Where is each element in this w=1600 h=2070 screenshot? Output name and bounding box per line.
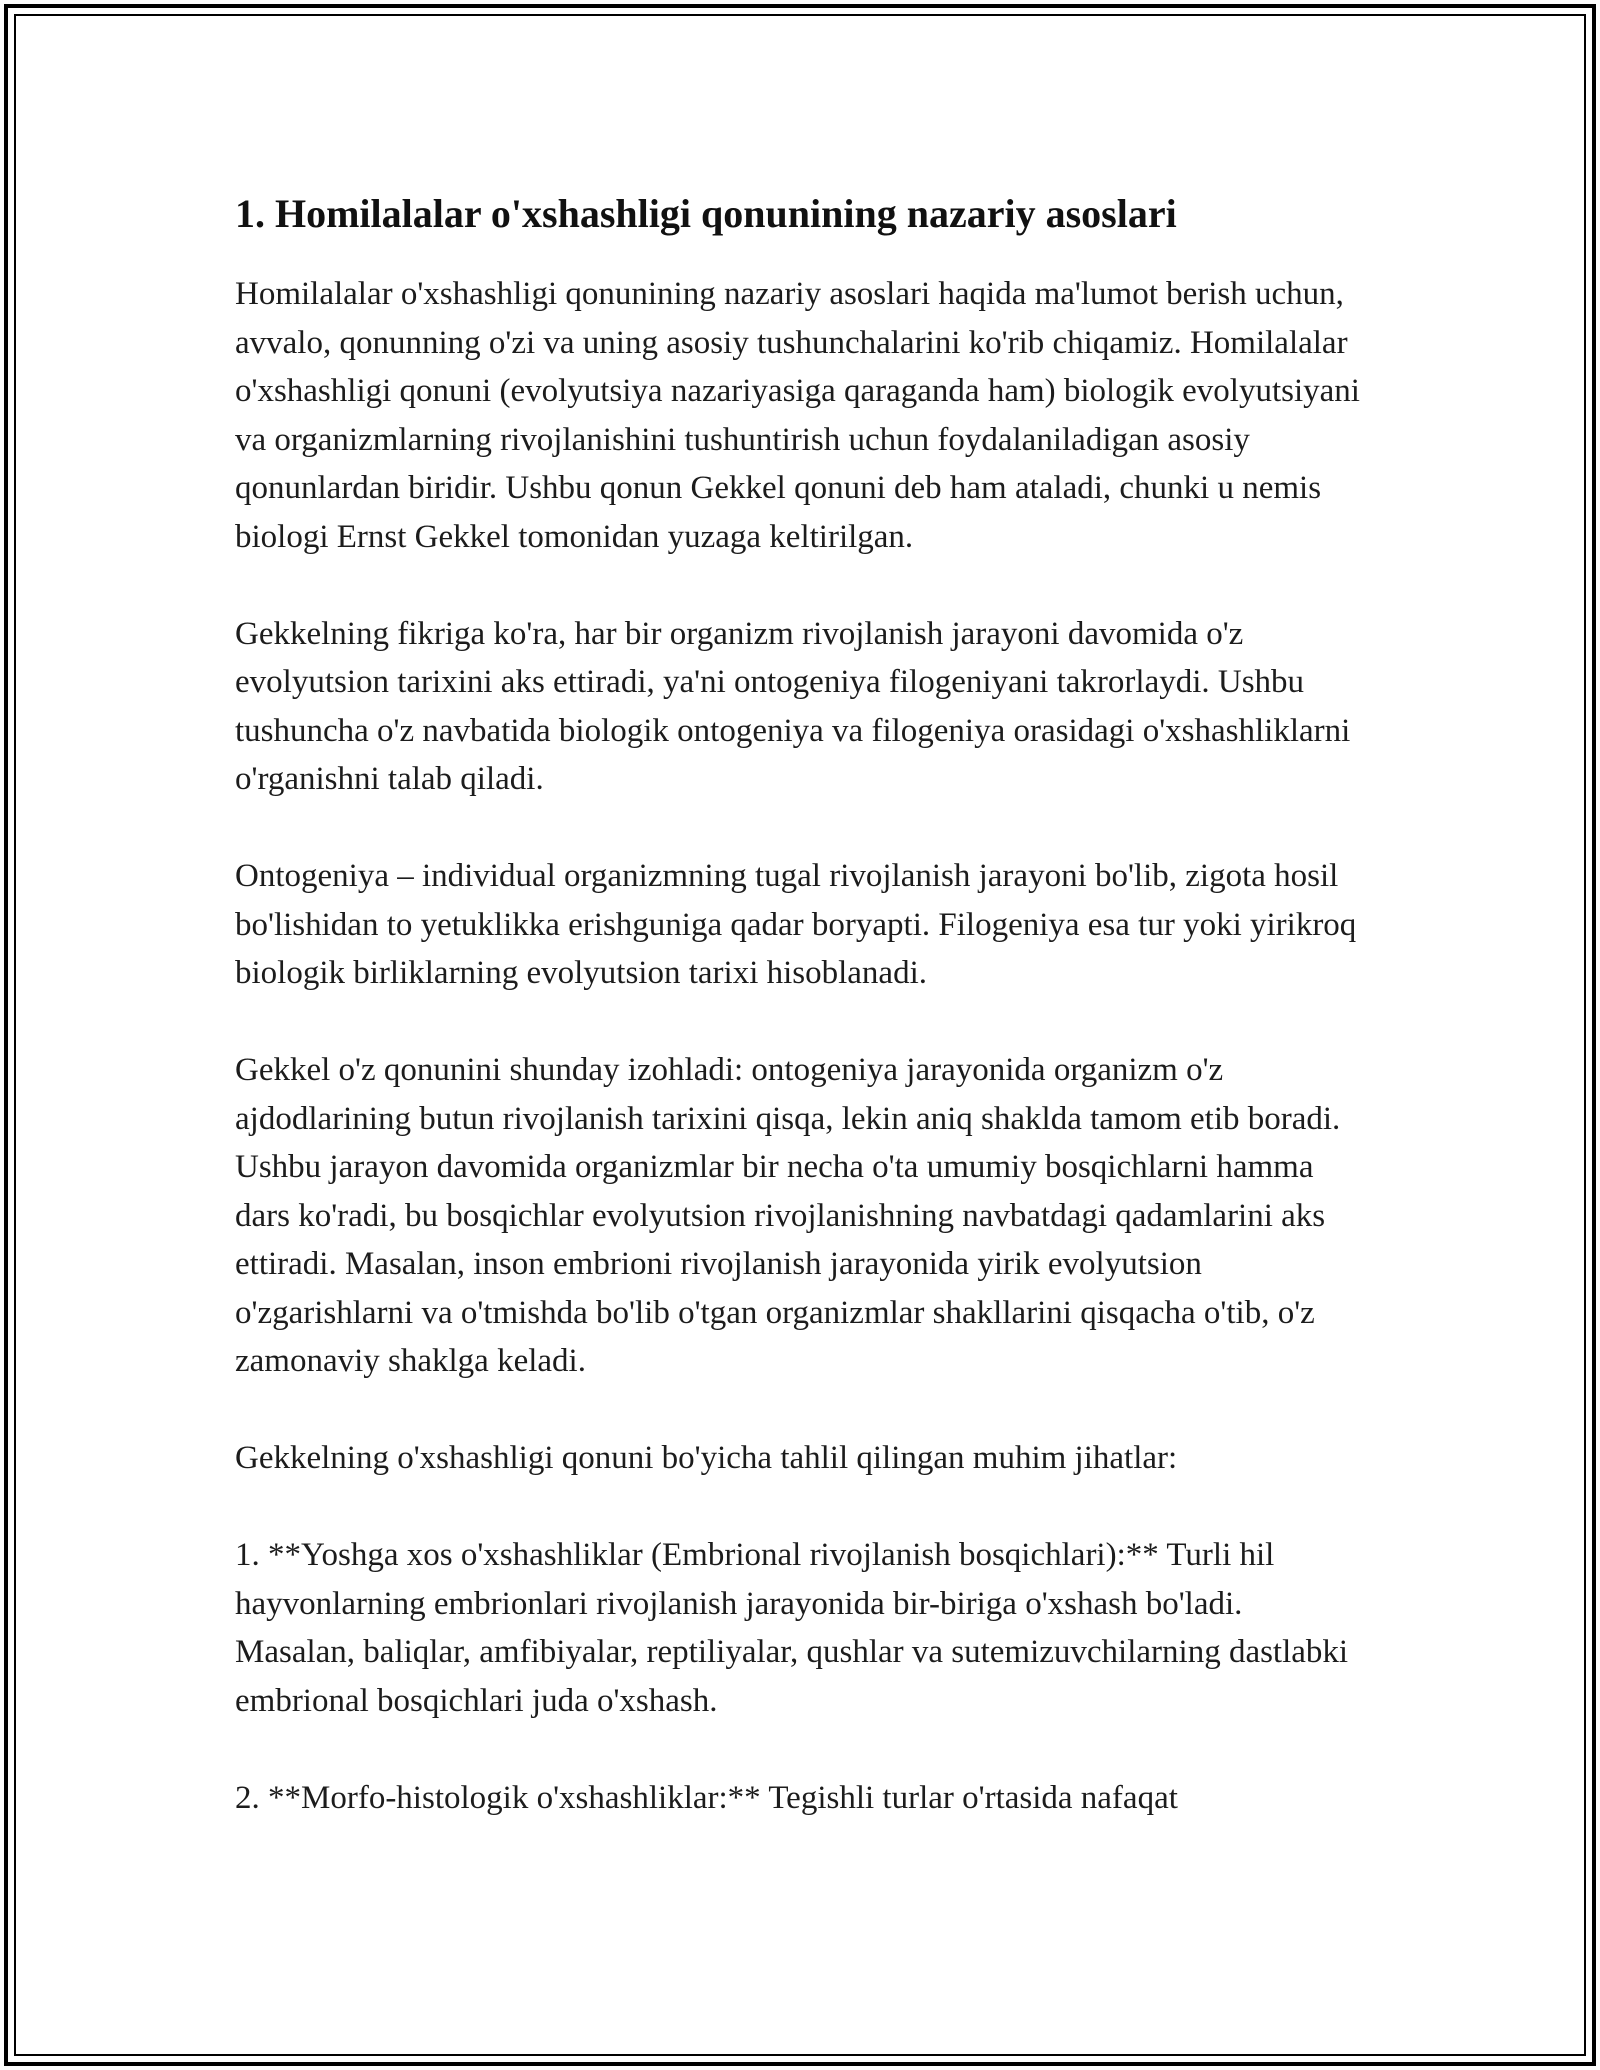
paragraph-spacer [235,1725,1365,1774]
list-item-2: 2. **Morfo-histologik o'xshashliklar:** Tegishli turlar o'rtasida nafaqat [235,1779,1178,1816]
document-body [235,184,1365,1822]
paragraph-ontogeny-definition: Ontogeniya – individual organizmning tugal rivojlanish jarayoni bo'lib, zigota hosil bo'lishidan to yetuklikka erishguniga qadar boryapti. Filogeniya esa tur yoki yirikroq biologik birliklarning evolyutsion tarixi hisoblanadi. [235,858,1357,991]
paragraph-spacer [235,561,1365,610]
paragraph-gekkel-explanation: Gekkel o'z qonunini shunday izohladi: ontogeniya jarayonida organizm o'z ajdodlarining butun rivojlanish tarixini qisqa, lekin aniq shaklda tamom etib boradi. Ushbu jarayon davomida organizmlar bir necha o'ta umumiy bosqichlarni hamma dars ko'radi, bu bosqichlar evolyutsion rivojlanishning navbatdagi qadamlarini aks ettiradi. Masalan, inson embrioni rivojlanish jarayonida yirik evolyutsion o'zgarishlarni va o'tmishda bo'lib o'tgan organizmlar shakllarini qisqacha o'tib, o'z zamonaviy shaklga keladi. [235,1052,1341,1379]
paragraph-spacer [235,804,1365,853]
paragraph-spacer [235,1483,1365,1532]
paragraph-list-intro: Gekkelning o'xshashligi qonuni bo'yicha tahlil qilingan muhim jihatlar: [235,1440,1178,1476]
list-item-1: 1. **Yoshga xos o'xshashliklar (Embrional rivojlanish bosqichlari):** Turli hil hayvonlarning embrionlari rivojlanish jarayonida bir-biriga o'xshash bo'ladi. Masalan, baliqlar, amfibiyalar, reptiliyalar, qushlar va sutemizuvchilarning dastlabki embrional bosqichlari juda o'xshash. [235,1537,1349,1719]
document-title: 1. Homilalalar o'xshashligi qonunining nazariy asoslari [235,191,1177,236]
paragraph-gekkel-view: Gekkelning fikriga ko'ra, har bir organizm rivojlanish jarayoni davomida o'z evolyutsion tarixini aks ettiradi, ya'ni ontogeniya filogeniyani takrorlaydi. Ushbu tushuncha o'z navbatida biologik ontogeniya va filogeniya orasidagi o'xshashliklarni o'rganishni talab qiladi. [235,615,1351,797]
paragraph-spacer [235,998,1365,1047]
paragraph-intro: Homilalalar o'xshashligi qonunining nazariy asoslari haqida ma'lumot berish uchun, avvalo, qonunning o'zi va uning asosiy tushunchalarini ko'rib chiqamiz. Homilalalar o'xshashligi qonuni (evolyutsiya nazariyasiga qaraganda ham) biologik evolyutsiyani va organizmlarning rivojlanishini tushuntirish uchun foydalaniladigan asosiy qonunlardan biridir. Ushbu qonun Gekkel qonuni deb ham ataladi, chunki u nemis biologi Ernst Gekkel tomonidan yuzaga keltirilgan. [235,276,1360,555]
paragraph-spacer [235,1386,1365,1435]
